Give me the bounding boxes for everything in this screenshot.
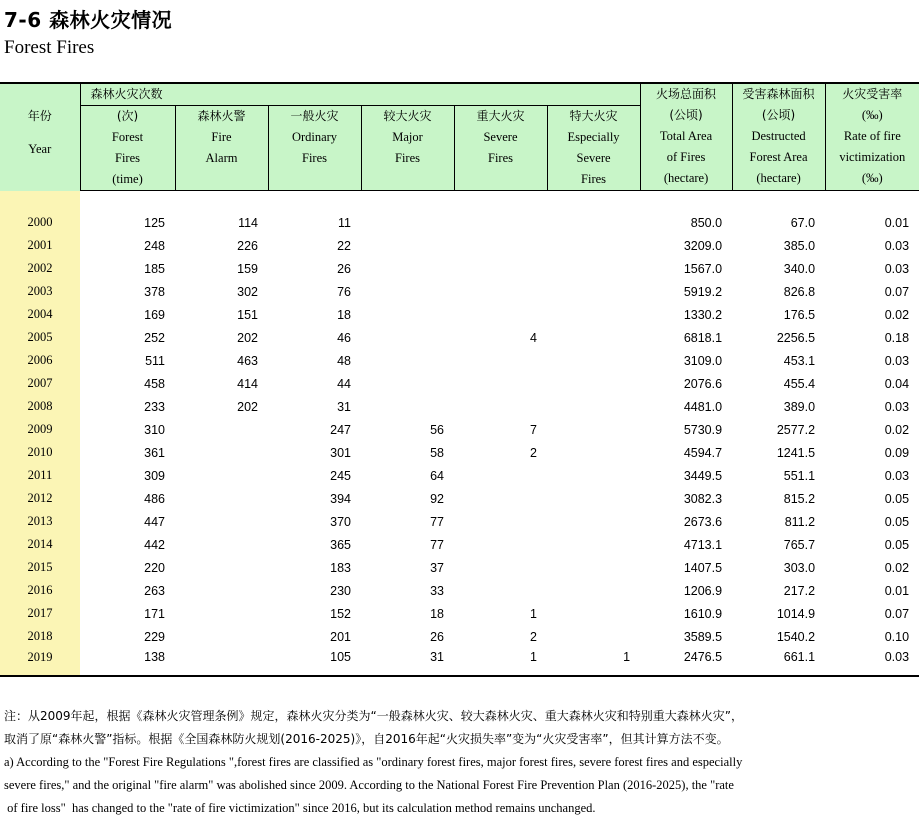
- value-cell: 1241.5: [776, 445, 816, 460]
- value-cell: 511: [145, 353, 165, 368]
- value-cell: [547, 556, 640, 579]
- value-cell: 453.1: [783, 353, 816, 368]
- value-cell: [547, 510, 640, 533]
- table-row: [0, 602, 919, 625]
- value-cell: 0.05: [884, 491, 910, 506]
- value-cell: [454, 211, 547, 234]
- value-cell: 26: [430, 629, 444, 644]
- value-cell: 826.8: [783, 284, 816, 299]
- year-cell: 2004: [0, 303, 80, 326]
- value-cell: 1: [547, 648, 640, 676]
- table-row: [0, 441, 919, 464]
- table-row: [0, 510, 919, 533]
- value-cell: [175, 418, 268, 441]
- table-row: [0, 349, 919, 372]
- value-cell: 850.0: [690, 215, 723, 230]
- value-cell: 6818.1: [683, 330, 723, 345]
- value-cell: [547, 234, 640, 257]
- value-cell: [547, 303, 640, 326]
- table-row: [0, 556, 919, 579]
- table-row: [0, 234, 919, 257]
- note-en-line1: a) According to the "Forest Fire Regulations ",forest fires are classified as "ordinary forest fires, major forest fires, severe forest fires and especially: [4, 755, 743, 769]
- value-cell: 151: [237, 307, 258, 322]
- value-cell: 414: [237, 376, 258, 391]
- table-row: [0, 372, 919, 395]
- value-cell: 77: [430, 537, 444, 552]
- value-cell: [547, 257, 640, 280]
- value-cell: 302: [237, 284, 258, 299]
- value-cell: 202: [237, 330, 258, 345]
- table-row: [0, 280, 919, 303]
- value-cell: [547, 487, 640, 510]
- value-cell: [547, 349, 640, 372]
- value-cell: 217.2: [783, 583, 816, 598]
- value-cell: 125: [144, 215, 165, 230]
- value-cell: 105: [268, 648, 361, 676]
- value-cell: 159: [237, 261, 258, 276]
- value-cell: [175, 487, 268, 510]
- year-cell: 2008: [0, 395, 80, 418]
- value-cell: 169: [144, 307, 165, 322]
- value-cell: 152: [330, 606, 351, 621]
- value-cell: [547, 395, 640, 418]
- value-cell: 2673.6: [683, 514, 723, 529]
- table-title-en: Forest Fires: [4, 37, 95, 58]
- note-en-line3: of fire loss" has changed to the "rate of fire victimization" since 2016, but its calculation method remains unchanged.: [4, 801, 596, 815]
- year-cell: 2015: [0, 556, 80, 579]
- value-cell: [361, 303, 454, 326]
- value-cell: 58: [430, 445, 444, 460]
- value-cell: 1206.9: [683, 583, 723, 598]
- value-cell: 0.10: [884, 629, 910, 644]
- header-year-en: Year: [28, 142, 52, 156]
- year-cell: 2009: [0, 418, 80, 441]
- value-cell: 661.1: [732, 648, 825, 676]
- value-cell: [175, 625, 268, 648]
- value-cell: 183: [330, 560, 351, 575]
- value-cell: 458: [144, 376, 165, 391]
- header-fire-count-group: 森林火灾次数: [80, 83, 640, 106]
- value-cell: 303.0: [783, 560, 816, 575]
- note-cn-line1: 注：从2009年起，根据《森林火灾管理条例》规定，森林火灾分类为“一般森林火灾、较大森林火灾、重大森林火灾和特别重大森林火灾”，: [4, 709, 743, 723]
- header-year-cn: 年份: [27, 109, 52, 123]
- value-cell: [361, 395, 454, 418]
- table-spacer-row: [0, 191, 919, 212]
- value-cell: [175, 464, 268, 487]
- year-cell: 2011: [0, 464, 80, 487]
- value-cell: [454, 349, 547, 372]
- value-cell: 245: [330, 468, 351, 483]
- header-severe-fires: 重大火灾 Severe Fires: [454, 106, 547, 191]
- value-cell: 226: [237, 238, 258, 253]
- value-cell: 171: [144, 606, 165, 621]
- value-cell: [547, 372, 640, 395]
- value-cell: 46: [337, 330, 351, 345]
- year-cell: 2002: [0, 257, 80, 280]
- value-cell: 31: [337, 399, 351, 414]
- value-cell: 361: [144, 445, 165, 460]
- value-cell: 442: [144, 537, 165, 552]
- value-cell: [361, 280, 454, 303]
- year-cell: 2014: [0, 533, 80, 556]
- table-row: [0, 257, 919, 280]
- table-row: [0, 211, 919, 234]
- value-cell: 0.02: [884, 560, 910, 575]
- note-cn-line2: 取消了原“森林火警”指标。根据《全国森林防火规划(2016-2025)》，自2016年起“火灾损失率”变为“火灾受害率”，但其计算方法不变。: [4, 732, 729, 746]
- year-cell: 2016: [0, 579, 80, 602]
- value-cell: 3209.0: [683, 238, 723, 253]
- value-cell: 447: [144, 514, 165, 529]
- value-cell: [547, 579, 640, 602]
- table-row: [0, 326, 919, 349]
- value-cell: 92: [430, 491, 444, 506]
- value-cell: 33: [430, 583, 444, 598]
- value-cell: 1567.0: [683, 261, 723, 276]
- value-cell: 2256.5: [776, 330, 816, 345]
- value-cell: 0.05: [884, 514, 910, 529]
- value-cell: 247: [330, 422, 351, 437]
- table-row: [0, 648, 919, 676]
- header-especially-severe-fires: 特大火灾 Especially Severe Fires: [547, 106, 640, 191]
- value-cell: [361, 372, 454, 395]
- table-row: [0, 487, 919, 510]
- value-cell: 77: [430, 514, 444, 529]
- value-cell: 486: [144, 491, 165, 506]
- value-cell: [547, 602, 640, 625]
- value-cell: 22: [337, 238, 351, 253]
- value-cell: 138: [80, 648, 175, 676]
- value-cell: 340.0: [783, 261, 816, 276]
- value-cell: [547, 418, 640, 441]
- value-cell: 309: [144, 468, 165, 483]
- value-cell: 301: [330, 445, 351, 460]
- year-cell: 2003: [0, 280, 80, 303]
- value-cell: 3109.0: [683, 353, 723, 368]
- value-cell: [454, 234, 547, 257]
- value-cell: 4713.1: [683, 537, 723, 552]
- value-cell: 1540.2: [776, 629, 816, 644]
- value-cell: 463: [237, 353, 258, 368]
- value-cell: 2076.6: [683, 376, 723, 391]
- value-cell: 1330.2: [683, 307, 723, 322]
- value-cell: 0.03: [884, 261, 910, 276]
- value-cell: [361, 211, 454, 234]
- value-cell: 3449.5: [683, 468, 723, 483]
- year-cell: 2013: [0, 510, 80, 533]
- value-cell: 385.0: [783, 238, 816, 253]
- value-cell: 3589.5: [683, 629, 723, 644]
- value-cell: [547, 464, 640, 487]
- footnotes: [4, 705, 916, 820]
- value-cell: 4: [530, 330, 537, 345]
- value-cell: [454, 372, 547, 395]
- value-cell: [361, 234, 454, 257]
- value-cell: 0.07: [884, 606, 910, 621]
- value-cell: 2476.5: [640, 648, 732, 676]
- value-cell: [547, 326, 640, 349]
- value-cell: 67.0: [790, 215, 816, 230]
- value-cell: 0.01: [884, 215, 910, 230]
- value-cell: 1014.9: [776, 606, 816, 621]
- header-forest-fires: (次) Forest Fires (time): [80, 106, 175, 191]
- value-cell: [454, 303, 547, 326]
- value-cell: 18: [430, 606, 444, 621]
- table-body: [0, 191, 919, 677]
- value-cell: 2577.2: [776, 422, 816, 437]
- value-cell: 2: [530, 445, 537, 460]
- value-cell: 365: [330, 537, 351, 552]
- table-row: [0, 464, 919, 487]
- value-cell: 220: [144, 560, 165, 575]
- table-row: [0, 303, 919, 326]
- value-cell: 5919.2: [683, 284, 723, 299]
- table-row: [0, 579, 919, 602]
- value-cell: 18: [337, 307, 351, 322]
- value-cell: [454, 280, 547, 303]
- header-year: [0, 83, 80, 191]
- value-cell: 1: [530, 606, 537, 621]
- header-destructed-area: 受害森林面积 (公顷) Destructed Forest Area (hectare): [732, 83, 825, 191]
- value-cell: [361, 326, 454, 349]
- value-cell: 76: [337, 284, 351, 299]
- value-cell: 248: [144, 238, 165, 253]
- table-row: [0, 395, 919, 418]
- value-cell: 811.2: [784, 514, 816, 529]
- value-cell: 370: [330, 514, 351, 529]
- value-cell: 0.09: [884, 445, 910, 460]
- value-cell: [454, 579, 547, 602]
- value-cell: [547, 211, 640, 234]
- value-cell: 263: [144, 583, 165, 598]
- value-cell: 2: [530, 629, 537, 644]
- year-cell: 2000: [0, 211, 80, 234]
- value-cell: 5730.9: [683, 422, 723, 437]
- value-cell: 201: [330, 629, 351, 644]
- value-cell: 230: [330, 583, 351, 598]
- header-rate: 火灾受害率 (‰) Rate of fire victimization (‰): [825, 83, 919, 191]
- value-cell: 0.18: [884, 330, 910, 345]
- value-cell: 37: [430, 560, 444, 575]
- value-cell: 252: [144, 330, 165, 345]
- value-cell: [175, 556, 268, 579]
- forest-fires-table: [0, 82, 919, 677]
- value-cell: 0.03: [884, 468, 910, 483]
- value-cell: 56: [430, 422, 444, 437]
- year-cell: 2005: [0, 326, 80, 349]
- table-row: [0, 533, 919, 556]
- value-cell: [547, 280, 640, 303]
- value-cell: 389.0: [783, 399, 816, 414]
- value-cell: 4594.7: [683, 445, 723, 460]
- value-cell: [454, 395, 547, 418]
- year-cell: 2018: [0, 625, 80, 648]
- value-cell: 0.02: [884, 307, 910, 322]
- year-cell: 2010: [0, 441, 80, 464]
- value-cell: [454, 556, 547, 579]
- value-cell: [547, 625, 640, 648]
- table-title-cn: 7-6 森林火灾情况: [4, 8, 173, 32]
- value-cell: 202: [237, 399, 258, 414]
- value-cell: [175, 510, 268, 533]
- value-cell: [454, 487, 547, 510]
- value-cell: 31: [361, 648, 454, 676]
- value-cell: [547, 441, 640, 464]
- value-cell: [454, 257, 547, 280]
- value-cell: 765.7: [783, 537, 816, 552]
- value-cell: [175, 533, 268, 556]
- value-cell: [175, 602, 268, 625]
- note-en-line2: severe fires," and the original "fire alarm" was abolished since 2009. According to the National Forest Fire Prevention Plan (2016-2025), the "rate: [4, 778, 734, 792]
- value-cell: 229: [144, 629, 165, 644]
- value-cell: 378: [144, 284, 165, 299]
- value-cell: 455.4: [783, 376, 816, 391]
- value-cell: 551.1: [783, 468, 816, 483]
- value-cell: 310: [144, 422, 165, 437]
- year-cell: 2012: [0, 487, 80, 510]
- value-cell: 185: [144, 261, 165, 276]
- value-cell: 394: [330, 491, 351, 506]
- header-total-area: 火场总面积 (公顷) Total Area of Fires (hectare): [640, 83, 732, 191]
- value-cell: 64: [430, 468, 444, 483]
- header-major-fires: 较大火灾 Major Fires: [361, 106, 454, 191]
- value-cell: 0.05: [884, 537, 910, 552]
- header-fire-alarm: 森林火警 Fire Alarm: [175, 106, 268, 191]
- year-cell: 2019: [0, 648, 80, 676]
- value-cell: 0.03: [884, 353, 910, 368]
- value-cell: [175, 441, 268, 464]
- value-cell: [175, 648, 268, 676]
- value-cell: [175, 579, 268, 602]
- value-cell: 3082.3: [683, 491, 723, 506]
- value-cell: 11: [338, 215, 351, 230]
- value-cell: [547, 533, 640, 556]
- value-cell: 1: [454, 648, 547, 676]
- value-cell: [454, 510, 547, 533]
- value-cell: 0.03: [884, 238, 910, 253]
- value-cell: [454, 533, 547, 556]
- header-ordinary-fires: 一般火灾 Ordinary Fires: [268, 106, 361, 191]
- value-cell: 44: [337, 376, 351, 391]
- value-cell: 7: [530, 422, 537, 437]
- value-cell: 0.02: [884, 422, 910, 437]
- value-cell: 48: [337, 353, 351, 368]
- value-cell: 233: [144, 399, 165, 414]
- year-cell: 2017: [0, 602, 80, 625]
- value-cell: 1407.5: [683, 560, 723, 575]
- year-cell: 2006: [0, 349, 80, 372]
- value-cell: [361, 349, 454, 372]
- value-cell: 0.01: [884, 583, 910, 598]
- value-cell: 176.5: [783, 307, 816, 322]
- table-row: [0, 418, 919, 441]
- value-cell: 815.2: [783, 491, 816, 506]
- value-cell: 0.07: [884, 284, 910, 299]
- year-cell: 2007: [0, 372, 80, 395]
- value-cell: 26: [337, 261, 351, 276]
- value-cell: [454, 464, 547, 487]
- value-cell: [361, 257, 454, 280]
- value-cell: 0.04: [884, 376, 910, 391]
- value-cell: 1610.9: [683, 606, 723, 621]
- value-cell: 4481.0: [683, 399, 723, 414]
- value-cell: 0.03: [884, 399, 910, 414]
- table-row: [0, 625, 919, 648]
- year-cell: 2001: [0, 234, 80, 257]
- value-cell: 114: [238, 215, 258, 230]
- value-cell: 0.03: [825, 648, 919, 676]
